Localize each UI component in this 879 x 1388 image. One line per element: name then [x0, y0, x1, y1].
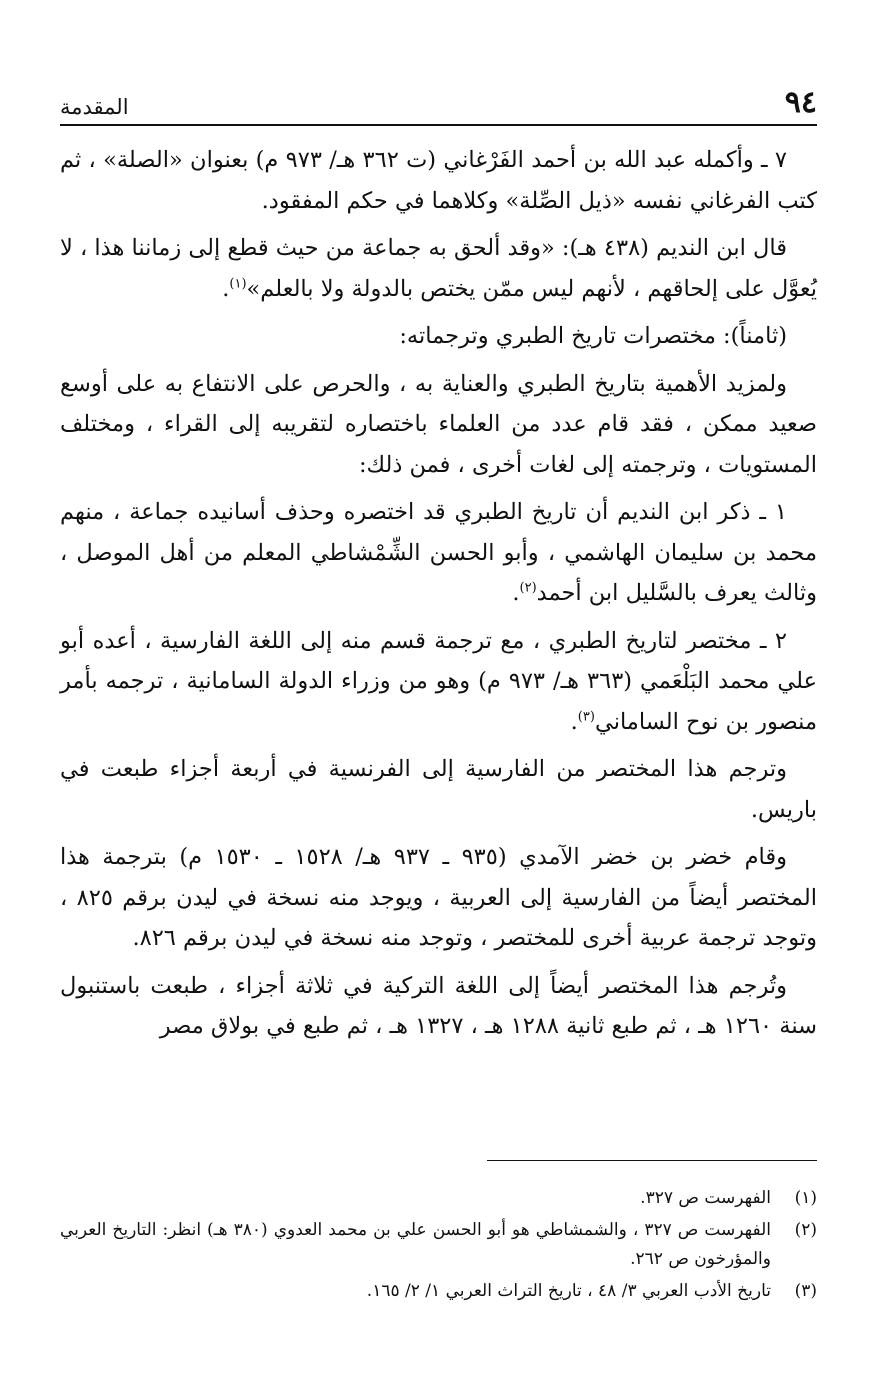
footnote-number: (٣)	[794, 1281, 817, 1301]
paragraph: وترجم هذا المختصر من الفارسية إلى الفرنسية في أربعة أجزاء طبعت في باريس.	[60, 756, 817, 823]
footnote	[60, 1184, 817, 1213]
footnote	[60, 1216, 817, 1274]
paragraph: ٢ ـ مختصر لتاريخ الطبري ، مع ترجمة قسم منه إلى اللغة الفارسية ، أعده أبو علي محمد البَلْعَمي (٣٦٣ هـ/ ٩٧٣ م) وهو من وزراء الدولة السامانية ، ترجمه بأمر منصور بن نوح الساماني$^{(٣)}$.	[60, 627, 817, 735]
footnote-ref: (٣)	[577, 709, 595, 724]
section-heading: (ثامناً): مختصرات تاريخ الطبري وترجماته:	[399, 323, 787, 349]
page-header	[60, 74, 817, 126]
footnote-text: تاريخ الأدب العربي ٣/ ٤٨ ، تاريخ التراث العربي ١/ ٢/ ١٦٥.	[366, 1281, 771, 1301]
paragraph: وتُرجم هذا المختصر أيضاً إلى اللغة التركية في ثلاثة أجزاء ، طبعت باستنبول سنة ١٢٦٠ هـ ، ثم طبع ثانية ١٢٨٨ هـ ، ١٣٢٧ هـ ، ثم طبع في بولاق مصر	[60, 972, 817, 1039]
footnote	[60, 1277, 817, 1306]
paragraph: وقام خضر بن خضر الآمدي (٩٣٥ ـ ٩٣٧ هـ/ ١٥٢٨ ـ ١٥٣٠ م) بترجمة هذا المختصر أيضاً من الفارسية إلى العربية ، ويوجد منه نسخة في ليدن برقم ٨٢٥ ، وتوجد ترجمة عربية أخرى للمختصر ، وتوجد منه نسخة في ليدن برقم ٨٢٦.	[60, 844, 817, 951]
paragraph: ٧ ـ وأكمله عبد الله بن أحمد الفَرْغاني (ت ٣٦٢ هـ/ ٩٧٣ م) بعنوان «الصلة» ، ثم كتب الفرغاني نفسه «ذيل الصِّلة» وكلاهما في حكم المفقود.	[60, 147, 817, 214]
paragraph: ولمزيد الأهمية بتاريخ الطبري والعناية به ، والحرص على الانتفاع به على أوسع صعيد ممكن ، فقد قام عدد من العلماء باختصاره لتقريبه إلى القراء ، ومختلف المستويات ، وترجمته إلى لغات أخرى ، فمن ذلك:	[60, 370, 817, 478]
paragraph: قال ابن النديم (٤٣٨ هـ): «وقد ألحق به جماعة من حيث قطع إلى زماننا هذا ، لا يُعوَّل على إلحاقهم ، لأنهم ليس ممّن يختص بالدولة ولا بالعلم»$^{(١)}$.	[60, 235, 817, 302]
footnote-ref: (١)	[229, 276, 247, 291]
footnote-ref: (٢)	[519, 580, 537, 596]
footnote-number: (٢)	[794, 1220, 817, 1240]
footnotes	[60, 1184, 817, 1309]
footnote-text: الفهرست ص ٣٢٧ ، والشمشاطي هو أبو الحسن علي بن محمد العدوي (٣٨٠ هـ) انظر: التاريخ العربي والمؤرخون ص ٢٦٢.	[60, 1220, 772, 1269]
footnote-text: الفهرست ص ٣٢٧.	[640, 1188, 771, 1208]
footnote-number: (١)	[794, 1188, 817, 1208]
paragraph: ١ ـ ذكر ابن النديم أن تاريخ الطبري قد اختصره وحذف أسانيده جماعة ، منهم محمد بن سليمان الهاشمي ، وأبو الحسن الشِّمْشاطي المعلم من أهل الموصل ، وثالث يعرف بالسَّليل ابن أحمد$^{(٢)}$.	[60, 499, 817, 606]
page-number: ٩٤	[784, 85, 817, 120]
running-title: المقدمة	[60, 95, 129, 119]
footnote-divider	[487, 1160, 817, 1161]
main-text	[60, 140, 817, 1054]
